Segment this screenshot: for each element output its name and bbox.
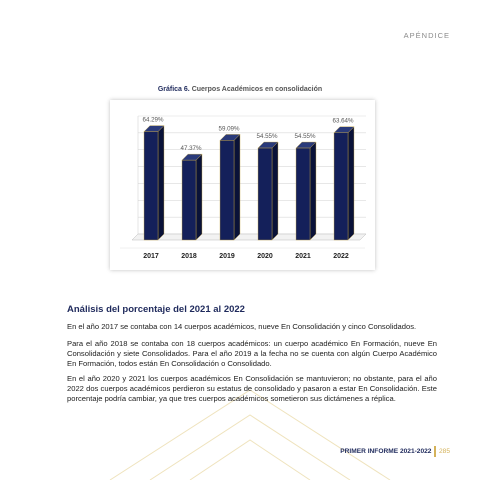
chart-caption-label: Gráfica 6.: [157, 86, 190, 93]
category-label: 2020: [257, 253, 273, 260]
chart-caption: [0, 86, 480, 93]
category-label: 2021: [295, 253, 311, 260]
bar: [182, 160, 196, 240]
category-label: 2018: [181, 253, 197, 260]
bar-side: [348, 127, 354, 240]
bar-value-label: 54.55%: [256, 133, 278, 141]
bar-side: [196, 154, 202, 240]
footer-report-title: PRIMER INFORME 2021-2022: [340, 448, 432, 455]
chart-floor: [132, 234, 366, 240]
page-number: 285: [438, 448, 450, 455]
bar-chart: [110, 100, 375, 270]
section-header: APÉNDICE: [403, 31, 450, 40]
category-label: 2022: [333, 253, 349, 260]
section-title: Análisis del porcentaje del 2021 al 2022: [67, 304, 245, 315]
paragraph-2: Para el año 2018 se contaba con 18 cuerpos académicos: un cuerpo académico En Formación, nueve En Consolidación y siete Consolidados. Para el año 2019 a la fecha no se cuenta con algún Cuerpo Académico En Formación, todos están En Consolidación o Consolidado.: [67, 339, 437, 368]
footer-divider: [434, 446, 436, 457]
bar-value-label: 64.29%: [142, 116, 164, 124]
bar-side: [310, 142, 316, 240]
bar-value-label: 63.64%: [332, 117, 354, 125]
bar: [144, 132, 158, 240]
paragraph-3: En el año 2020 y 2021 los cuerpos académicos En Consolidación se mantuvieron; no obstante, para el año 2022 dos cuerpos académicos perdieron su estatus de consolidado y pasaron a estar En Consolidación. Este porcentaje podría cambiar, ya que tres cuerpos académicos sometieron sus dictámenes a réplica.: [67, 374, 437, 403]
category-label: 2019: [219, 253, 235, 260]
bar: [334, 133, 348, 240]
chart-caption-title: Cuerpos Académicos en consolidación: [191, 86, 323, 93]
bar: [220, 140, 234, 240]
bar: [258, 148, 272, 240]
bar-side: [272, 142, 278, 240]
bar-value-label: 59.09%: [218, 125, 240, 133]
bar-chart-svg: [110, 100, 375, 270]
category-label: 2017: [143, 253, 159, 260]
bar-value-label: 54.55%: [294, 133, 316, 141]
bar-value-label: 47.37%: [180, 145, 202, 153]
bar-side: [234, 134, 240, 240]
page-footer: [340, 446, 450, 457]
bar-side: [158, 126, 164, 240]
bar: [296, 148, 310, 240]
paragraph-1: En el año 2017 se contaba con 14 cuerpos académicos, nueve En Consolidación y cinco Consolidados.: [67, 322, 417, 331]
